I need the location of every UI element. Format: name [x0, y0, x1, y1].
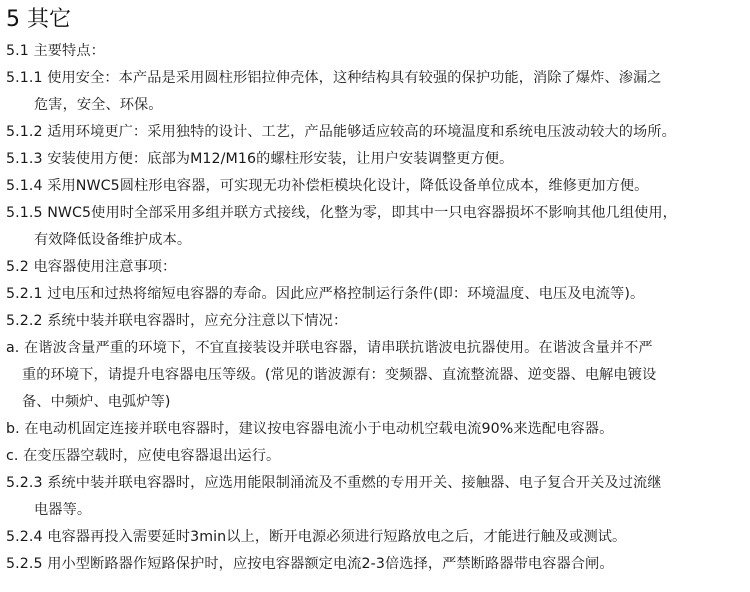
paragraph-line: 5.1.3 安装使用方便：底部为M12/M16的螺柱形安装，让用户安装调整更方便。 [6, 151, 514, 167]
paragraph-line: 5.2.2 系统中装并联电容器时，应充分注意以下情况： [6, 313, 348, 329]
paragraph-line: 5.1.5 NWC5使用时全部采用多组并联方式接线，化整为零，即其中一只电容器损坏不影响其他几组使用， [6, 205, 677, 221]
list-item-c: c. 在变压器空载时，应使电容器退出运行。 [6, 448, 281, 464]
list-item-a-continuation: 备、中频炉、电弧炉等) [22, 394, 171, 410]
paragraph-line: 电器等。 [34, 502, 92, 518]
paragraph-line: 5.1.4 采用NWC5圆柱形电容器，可实现无功补偿柜模块化设计，降低设备单位成本，维修更加方便。 [6, 178, 649, 194]
list-item-a-continuation: 重的环境下，请提升电容器电压等级。(常见的谐波源有：变频器、直流整流器、逆变器、电解电镀设 [22, 367, 657, 383]
document-page [6, 4, 746, 578]
paragraph-line: 5.1.2 适用环境更广：采用独特的设计、工艺，产品能够适应较高的环境温度和系统电压波动较大的场所。 [6, 124, 676, 140]
paragraph-line: 有效降低设备维护成本。 [34, 232, 192, 248]
paragraph-line: 5.2.4 电容器再投入需要延时3min以上，断开电源必须进行短路放电之后，才能进行触及或测试。 [6, 529, 627, 545]
subsection-heading: 5.2 电容器使用注意事项： [6, 259, 177, 275]
paragraph-line: 5.1.1 使用安全：本产品是采用圆柱形铝拉伸壳体，这种结构具有较强的保护功能，消除了爆炸、渗漏之 [6, 70, 662, 86]
list-item-b: b. 在电动机固定连接并联电容器时，建议按电容器电流小于电动机空载电流90%来选配电容器。 [6, 421, 614, 437]
subsection-heading: 5.1 主要特点： [6, 43, 105, 59]
paragraph-line: 危害，安全、环保。 [34, 97, 163, 113]
paragraph-line: 5.2.5 用小型断路器作短路保护时，应按电容器额定电流2-3倍选择，严禁断路器带电容器合闸。 [6, 556, 614, 572]
list-item-a: a. 在谐波含量严重的环境下，不宜直接装设并联电容器，请串联抗谐波电抗器使用。在谐波含量并不严 [6, 340, 653, 356]
section-heading: 5 其它 [6, 7, 71, 32]
paragraph-line: 5.2.3 系统中装并联电容器时，应选用能限制涌流及不重燃的专用开关、接触器、电子复合开关及过流继 [6, 475, 662, 491]
paragraph-line: 5.2.1 过电压和过热将缩短电容器的寿命。因此应严格控制运行条件(即：环境温度、电压及电流等)。 [6, 286, 645, 302]
